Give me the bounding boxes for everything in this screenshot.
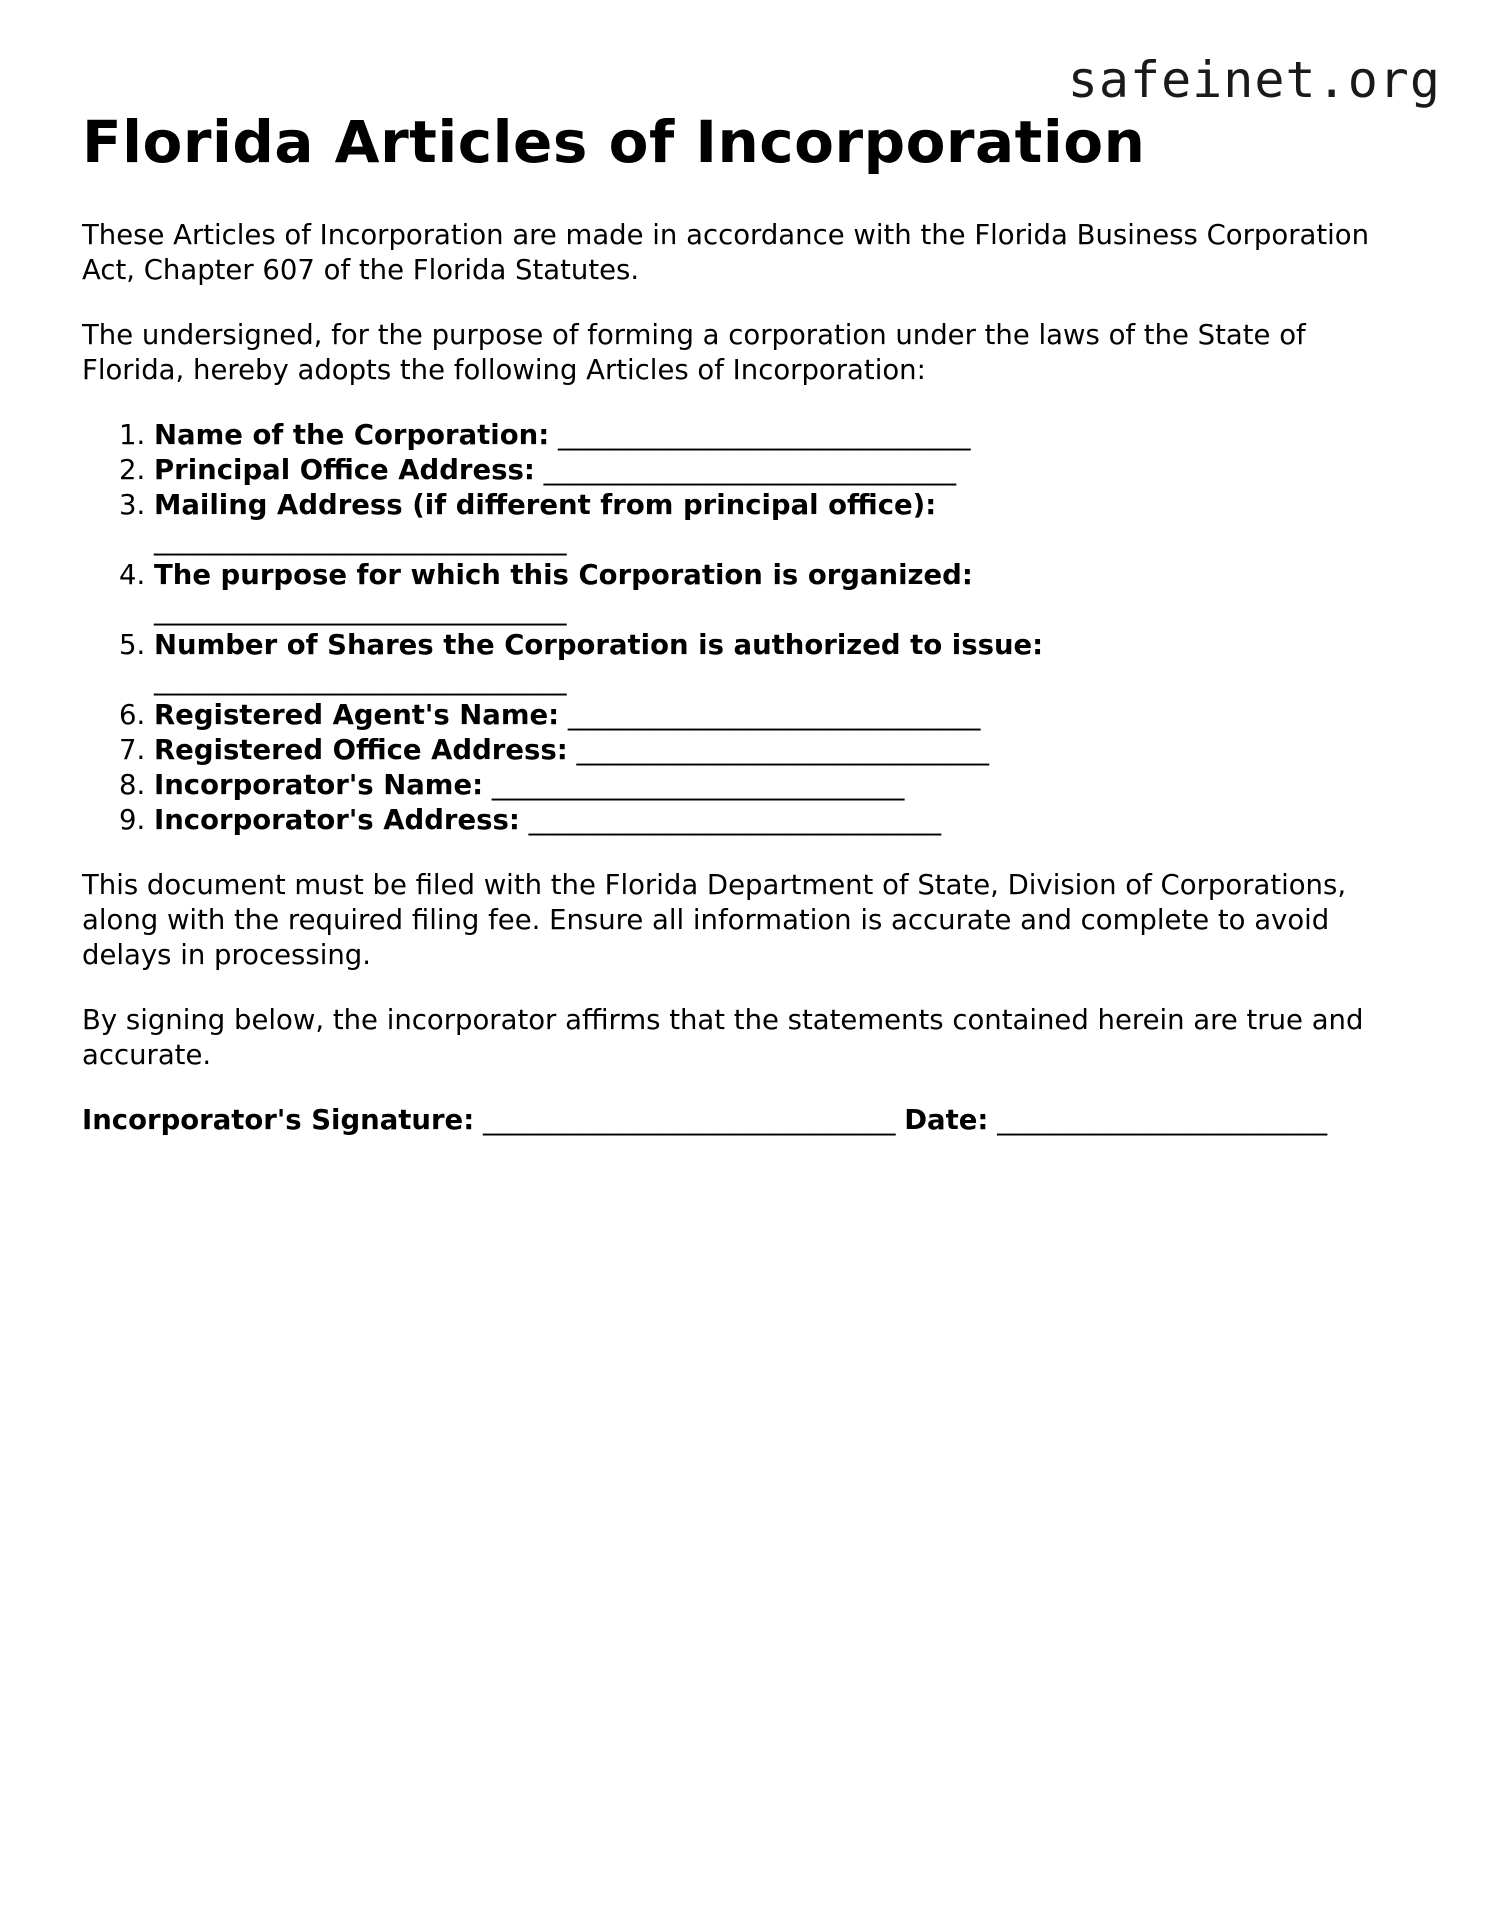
intro-paragraph-adoption: The undersigned, for the purpose of forming a corporation under the laws of the State of Florida, hereby adopts the following Articles of Incorporation: [82, 319, 1306, 386]
signature-block [82, 1103, 1412, 1138]
field-label: The purpose for which this Corporation is organized: [154, 559, 973, 591]
field-label: Principal Office Address: [154, 454, 535, 486]
field-registered-agent-name [154, 698, 1412, 733]
field-corporation-purpose [154, 558, 1412, 628]
fill-in-blank[interactable]: ______________________________ [154, 594, 567, 626]
affirmation-statement: By signing below, the incorporator affirms that the statements contained herein are true and accurate. [82, 1004, 1364, 1071]
field-principal-office-address [154, 453, 1412, 488]
document-page [82, 104, 1412, 1138]
field-label: Registered Office Address: [154, 734, 568, 766]
fill-in-blank[interactable]: ______________________________ [528, 804, 942, 836]
fill-in-blank[interactable]: ______________________________ [557, 419, 971, 451]
intro-paragraph-statute: These Articles of Incorporation are made in accordance with the Florida Business Corporation Act, Chapter 607 of the Florida Statutes. [82, 219, 1370, 286]
date-label: Date: [904, 1104, 989, 1136]
signature-blank[interactable]: ______________________________ [482, 1104, 896, 1136]
field-label: Incorporator's Address: [154, 804, 520, 836]
fill-in-blank[interactable]: ______________________________ [567, 699, 981, 731]
field-registered-office-address [154, 733, 1412, 768]
field-label: Mailing Address (if different from principal office): [154, 489, 937, 521]
fill-in-blank[interactable]: ______________________________ [154, 524, 567, 556]
field-incorporator-name [154, 768, 1412, 803]
fill-in-blank[interactable]: ______________________________ [491, 769, 905, 801]
field-label: Name of the Corporation: [154, 419, 550, 451]
document-title: Florida Articles of Incorporation [82, 108, 1146, 176]
fill-in-blank[interactable]: ______________________________ [154, 664, 567, 696]
field-incorporator-address [154, 803, 1412, 838]
fill-in-blank[interactable]: ______________________________ [576, 734, 989, 766]
field-label: Registered Agent's Name: [154, 699, 560, 731]
fill-in-blank[interactable]: ______________________________ [543, 454, 957, 486]
site-watermark: safeinet.org [1067, 51, 1441, 109]
field-corporation-name [154, 418, 1412, 453]
field-label: Incorporator's Name: [154, 769, 484, 801]
articles-field-list [82, 418, 1412, 838]
filing-instructions: This document must be filed with the Florida Department of State, Division of Corporations, along with the required filing fee. Ensure all information is accurate and complete to avoid delays in processing. [82, 869, 1347, 971]
field-authorized-shares [154, 628, 1412, 698]
date-blank[interactable]: ________________________ [997, 1104, 1328, 1136]
field-label: Number of Shares the Corporation is authorized to issue: [154, 629, 1044, 661]
field-mailing-address [154, 488, 1412, 558]
signature-label: Incorporator's Signature: [82, 1104, 475, 1136]
